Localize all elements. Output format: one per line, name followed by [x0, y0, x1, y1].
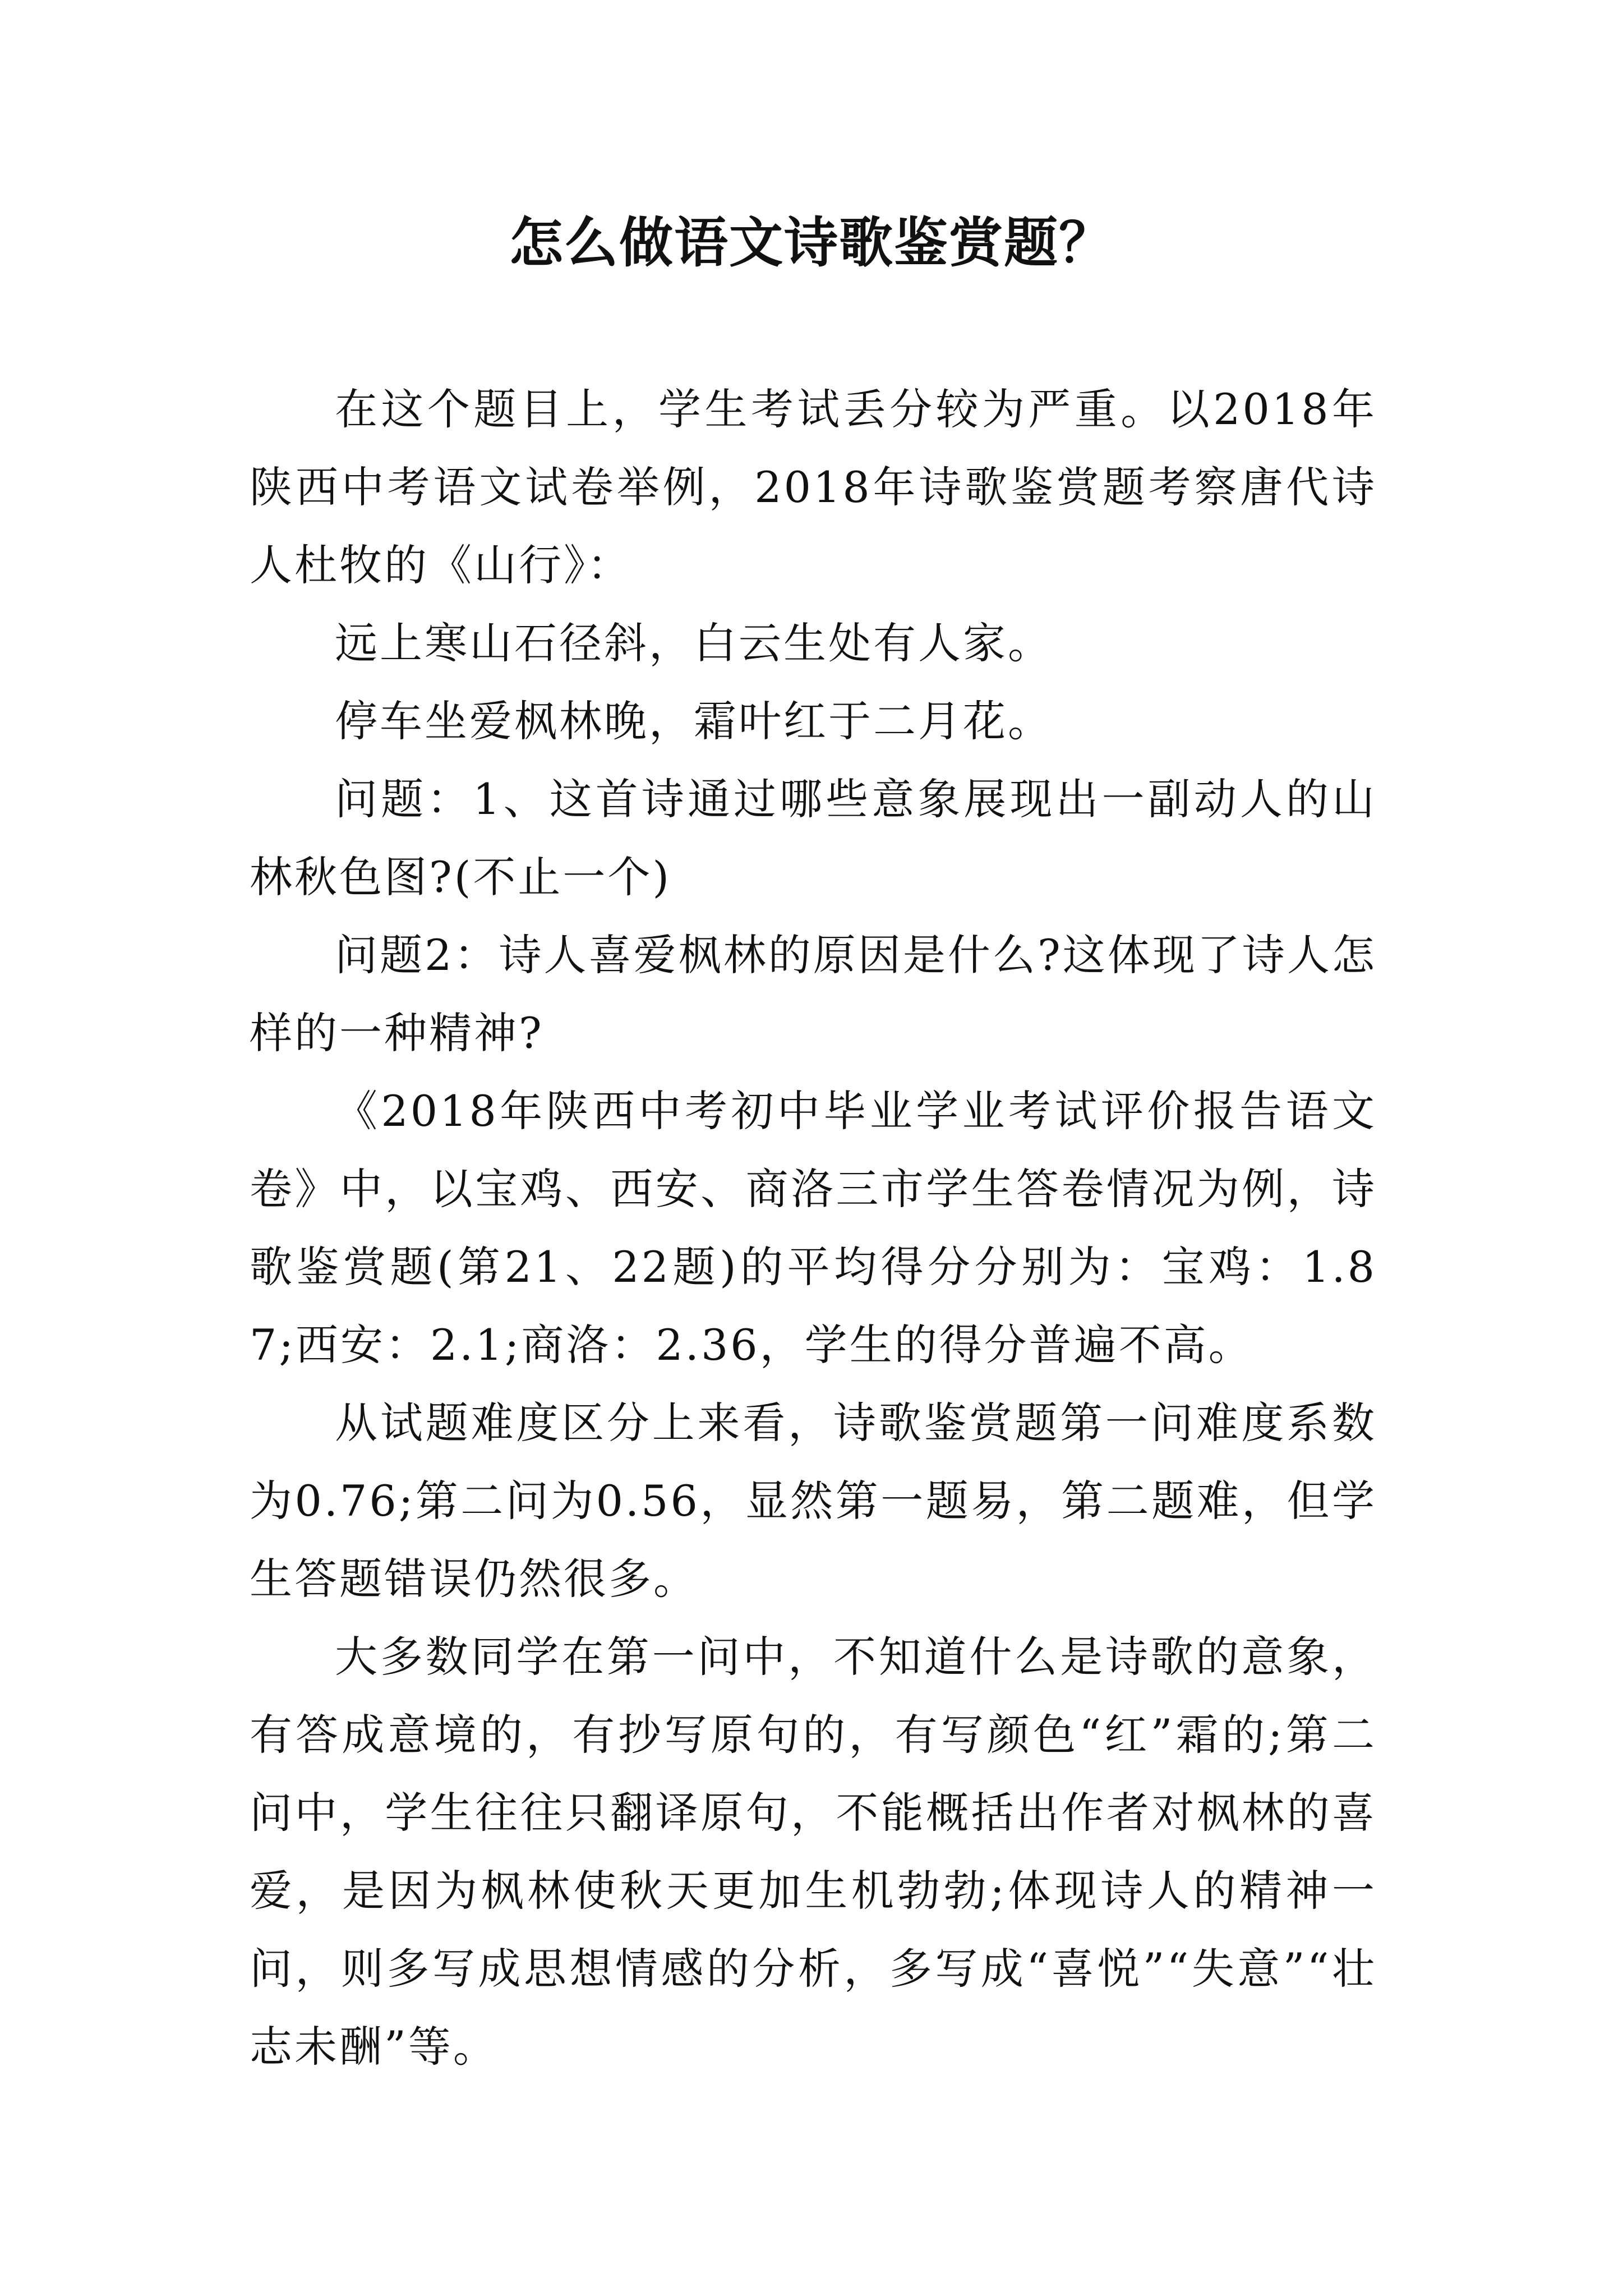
poem-line-2: 停车坐爱枫林晚，霜叶红于二月花。 — [335, 696, 1053, 746]
paragraph-intro: 在这个题目上，学生考试丢分较为严重。以2018年陕西中考语文试卷举例，2018年诗歌鉴赏题考察唐代诗人杜牧的《山行》： — [250, 384, 1377, 590]
paragraph-analysis: 大多数同学在第一问中，不知道什么是诗歌的意象，有答成意境的，有抄写原句的，有写颜色“红”霜的;第二问中，学生往往只翻译原句，不能概括出作者对枫林的喜爱，是因为枫林使秋天更加生机勃勃;体现诗人的精神一问，则多写成思想情感的分析，多写成“喜悦”“失意”“壮志未酬”等。 — [250, 1632, 1377, 2072]
question-2: 问题2：诗人喜爱枫林的原因是什么?这体现了诗人怎样的一种精神? — [250, 930, 1377, 1058]
paragraph-difficulty: 从试题难度区分上来看，诗歌鉴赏题第一问难度系数为0.76;第二问为0.56，显然第一题易，第二题难，但学生答题错误仍然很多。 — [250, 1398, 1377, 1604]
poem-line-1: 远上寒山石径斜，白云生处有人家。 — [335, 618, 1053, 668]
document-title: 怎么做语文诗歌鉴赏题？ — [509, 211, 1114, 274]
question-1: 问题：1、这首诗通过哪些意象展现出一副动人的山林秋色图?(不止一个) — [250, 774, 1377, 902]
document-body — [250, 370, 1377, 2086]
paragraph-report: 《2018年陕西中考初中毕业学业考试评价报告语文卷》中，以宝鸡、西安、商洛三市学生答卷情况为例，诗歌鉴赏题(第21、22题)的平均得分分别为：宝鸡：1.87;西安：2.1;商洛：2.36，学生的得分普遍不高。 — [250, 1086, 1377, 1370]
